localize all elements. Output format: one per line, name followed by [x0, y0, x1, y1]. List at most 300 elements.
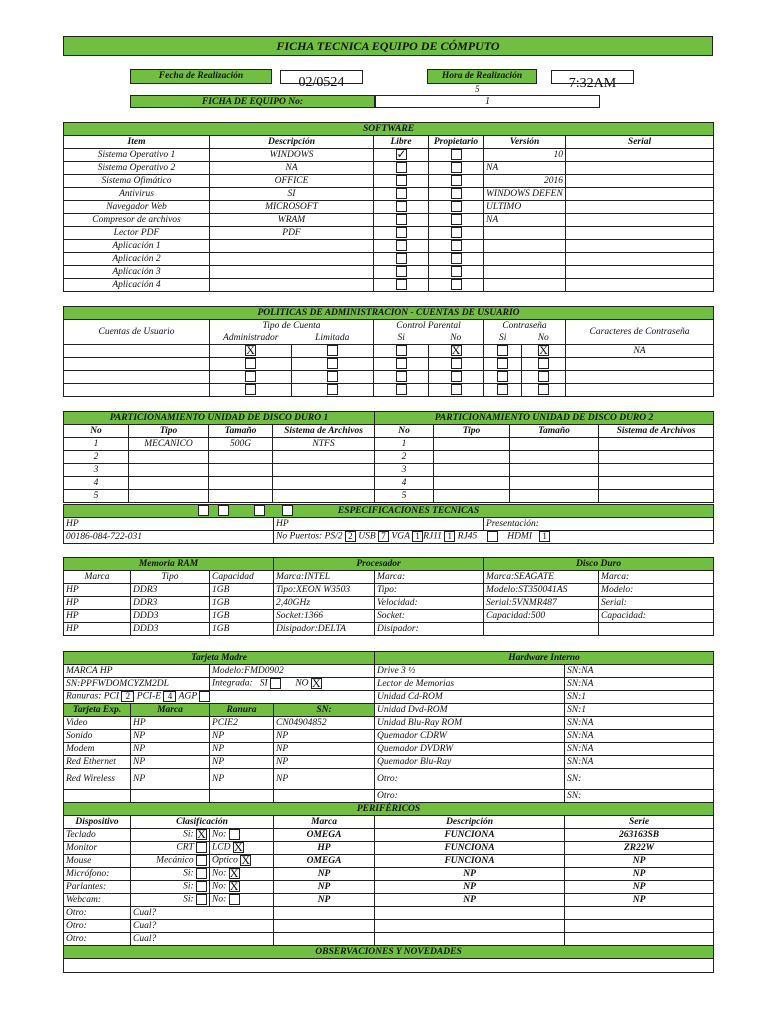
particion2-header: PARTICIONAMIENTO UNIDAD DE DISCO DURO 2 — [375, 412, 714, 425]
contrasena-si-label: Si — [484, 332, 522, 345]
libre-cell — [374, 279, 429, 292]
p2-tipo[interactable] — [434, 464, 510, 477]
disco-value — [484, 623, 599, 636]
exp-col-ranura: Ranura — [210, 704, 274, 717]
control-si-cell — [374, 358, 429, 371]
per-opt-b-label: No: — [212, 868, 227, 879]
periferico-row — [64, 868, 714, 881]
integrada-si-label: SI — [259, 678, 268, 689]
espec-presentacion: Presentación: — [484, 518, 714, 531]
especificaciones-table — [63, 504, 714, 544]
p2-tipo[interactable] — [434, 438, 510, 451]
cuenta-usuario[interactable] — [64, 384, 210, 397]
p1-no: 5 — [64, 490, 129, 503]
especificaciones-title: ESPECIFICACIONES TECNICAS — [337, 505, 480, 516]
software-descripcion: WINDOWS — [210, 149, 374, 162]
col-serial: Serial — [566, 136, 714, 149]
mem-marca: HP — [64, 610, 131, 623]
hw-sn: SN:1 — [565, 691, 714, 704]
per-opt-a-checkbox[interactable] — [196, 842, 207, 853]
software-row — [64, 214, 714, 227]
hw-sn: SN: — [565, 769, 714, 790]
contrasena-no-cell — [522, 371, 566, 384]
per-dispositivo: Teclado — [64, 829, 131, 842]
software-serial[interactable] — [566, 240, 714, 253]
mem-capacidad: 1GB — [210, 610, 274, 623]
administrador-checkbox[interactable] — [245, 358, 256, 369]
libre-checkbox[interactable] — [396, 279, 407, 290]
hw-item: Otro: — [375, 790, 565, 803]
propietario-checkbox[interactable] — [451, 227, 462, 238]
software-descripcion: NA — [210, 162, 374, 175]
per-descripcion: NP — [375, 894, 565, 907]
software-row — [64, 266, 714, 279]
hora-label: Hora de Realización — [427, 69, 537, 84]
contrasena-si-checkbox[interactable] — [497, 358, 508, 369]
particion-row — [64, 464, 714, 477]
exp-sn: CN04904852 — [274, 717, 375, 730]
propietario-checkbox[interactable] — [451, 279, 462, 290]
per-serie: NP — [565, 868, 714, 881]
per-clasificacion-b — [210, 881, 274, 894]
control-no-checkbox[interactable]: X — [451, 344, 461, 358]
disco-value: Capacidad:500 — [484, 610, 599, 623]
libre-cell — [374, 149, 429, 162]
p2-col-tamano: Tamaño — [510, 425, 599, 438]
p2-sistema[interactable] — [599, 464, 714, 477]
particion-row — [64, 490, 714, 503]
proc-value: Tipo:XEON W3503 — [274, 584, 375, 597]
per-clasificacion-a — [131, 894, 210, 907]
per-opt-b-checkbox[interactable]: X — [234, 841, 243, 855]
mem-tipo: DDR3 — [131, 597, 210, 610]
software-descripcion: WRAM — [210, 214, 374, 227]
exp-ranura: NP — [210, 769, 274, 790]
ficha-label: FICHA DE EQUIPO No: — [130, 95, 375, 108]
per-opt-a-checkbox[interactable] — [196, 855, 207, 866]
limitada-cell — [292, 345, 374, 358]
software-row — [64, 201, 714, 214]
libre-checkbox[interactable] — [396, 240, 407, 251]
per-opt-b-checkbox[interactable]: X — [229, 880, 239, 894]
control-si-cell — [374, 345, 429, 358]
p2-sistema[interactable] — [599, 438, 714, 451]
otro-label: Otro: — [64, 907, 131, 920]
cual-label: Cual? — [131, 907, 274, 920]
p1-sistema: NTFS — [273, 438, 375, 451]
p2-tamano[interactable] — [510, 438, 599, 451]
software-item: Lector PDF — [64, 227, 210, 240]
disco-label: Modelo: — [599, 584, 714, 597]
p1-no: 4 — [64, 477, 129, 490]
limitada-checkbox[interactable] — [327, 345, 338, 356]
software-item: Sistema Ofimático — [64, 175, 210, 188]
exp-marca: NP — [131, 769, 210, 790]
proc-label: Socket: — [375, 610, 484, 623]
hdmi-count[interactable]: 1 — [539, 531, 550, 542]
contrasena-si-checkbox[interactable] — [497, 371, 508, 382]
cuenta-usuario[interactable] — [64, 371, 210, 384]
p2-tamano[interactable] — [510, 490, 599, 503]
software-row — [64, 175, 714, 188]
memoria-header: Memoria RAM — [64, 558, 274, 571]
mem-tipo: DDD3 — [131, 610, 210, 623]
per-opt-b-label: No: — [212, 881, 227, 892]
mem-capacidad: 1GB — [210, 584, 274, 597]
libre-checkbox[interactable] — [396, 266, 407, 277]
hw-sn: SN:NA — [565, 665, 714, 678]
per-marca: OMEGA — [274, 855, 375, 868]
p1-sistema — [273, 490, 375, 503]
libre-checkbox[interactable] — [396, 175, 407, 186]
espec-puertos — [274, 531, 714, 544]
per-opt-a-checkbox[interactable]: X — [197, 828, 206, 842]
libre-checkbox[interactable] — [396, 253, 407, 264]
cuenta-usuario[interactable] — [64, 358, 210, 371]
libre-checkbox[interactable] — [396, 188, 407, 199]
per-serie: NP — [565, 894, 714, 907]
software-row — [64, 162, 714, 175]
politicas-header: POLITICAS DE ADMINISTRACION - CUENTAS DE USUARIO — [64, 307, 714, 320]
libre-checkbox[interactable] — [396, 214, 407, 225]
p2-col-sistema: Sistema de Archivos — [599, 425, 714, 438]
mem-marca: HP — [64, 623, 131, 636]
agp-checkbox[interactable] — [199, 691, 210, 702]
software-item: Sistema Operativo 1 — [64, 149, 210, 162]
administrador-cell — [210, 345, 292, 358]
componente-row — [64, 623, 714, 636]
otro-serie[interactable] — [565, 907, 714, 920]
tarjeta-marca: MARCA HP — [64, 665, 210, 678]
p1-col-tamano: Tamaño — [209, 425, 273, 438]
integrada-si-checkbox[interactable] — [270, 678, 281, 689]
control-si-checkbox[interactable] — [396, 371, 407, 382]
contrasena-no-checkbox[interactable] — [538, 371, 549, 382]
software-item: Aplicación 4 — [64, 279, 210, 292]
hw-sn: SN:NA — [565, 717, 714, 730]
p1-tipo — [129, 490, 209, 503]
limitada-cell — [292, 371, 374, 384]
software-version: WINDOWS DEFEN — [484, 188, 566, 201]
per-col-serie: Serie — [565, 816, 714, 829]
p2-tipo[interactable] — [434, 477, 510, 490]
contrasena-si-checkbox[interactable] — [497, 345, 508, 356]
p1-tamano: 500G — [209, 438, 273, 451]
software-descripcion: MICROSOFT — [210, 201, 374, 214]
per-dispositivo: Webcam: — [64, 894, 131, 907]
otro-marca[interactable] — [274, 933, 375, 946]
software-descripcion: PDF — [210, 227, 374, 240]
per-serie: NP — [565, 855, 714, 868]
per-opt-a-checkbox[interactable] — [196, 881, 207, 892]
per-opt-a-label: CRT — [176, 842, 194, 853]
contrasena-si-cell — [484, 371, 522, 384]
p1-tipo — [129, 451, 209, 464]
contrasena-no-checkbox[interactable] — [538, 384, 549, 395]
exp-marca — [131, 790, 210, 803]
p1-tamano — [209, 490, 273, 503]
per-clasificacion-b — [210, 894, 274, 907]
per-clasificacion-a — [131, 881, 210, 894]
pcie-count[interactable]: 4 — [163, 691, 176, 702]
p1-col-tipo: Tipo — [129, 425, 209, 438]
software-serial[interactable] — [566, 188, 714, 201]
p1-no: 1 — [64, 438, 129, 451]
per-dispositivo: Mouse — [64, 855, 131, 868]
p2-tamano[interactable] — [510, 451, 599, 464]
otro-serie[interactable] — [565, 933, 714, 946]
fecha-field[interactable] — [280, 70, 363, 90]
per-opt-b-checkbox[interactable] — [229, 894, 240, 905]
libre-checkbox[interactable] — [396, 162, 407, 173]
contrasena-si-checkbox[interactable] — [497, 384, 508, 395]
mem-col-marca: Marca — [64, 571, 131, 584]
pci-count[interactable]: 2 — [121, 691, 134, 702]
p1-tamano — [209, 464, 273, 477]
control-no-checkbox[interactable] — [451, 384, 462, 395]
libre-checkbox[interactable] — [396, 201, 407, 212]
control-si-checkbox[interactable] — [396, 358, 407, 369]
rj11-count[interactable]: 1 — [444, 531, 455, 542]
contrasena-no-checkbox[interactable] — [538, 358, 549, 369]
componentes-table — [63, 557, 714, 636]
software-serial[interactable] — [566, 162, 714, 175]
mem-col-tipo: Tipo — [131, 571, 210, 584]
propietario-checkbox[interactable] — [451, 240, 462, 251]
fecha-label: Fecha de Realización — [130, 69, 272, 84]
software-row — [64, 253, 714, 266]
proc-label: Velocidad: — [375, 597, 484, 610]
espec-checkbox-4[interactable] — [282, 505, 293, 516]
ficha-field[interactable] — [375, 95, 600, 108]
particion-row — [64, 451, 714, 464]
software-serial[interactable] — [566, 214, 714, 227]
exp-marca: HP — [131, 717, 210, 730]
per-opt-b-label: Óptico — [212, 855, 238, 866]
per-opt-b-label: No: — [212, 894, 227, 905]
hora-field[interactable] — [551, 70, 634, 91]
software-serial[interactable] — [566, 201, 714, 214]
software-descripcion — [210, 266, 374, 279]
limitada-checkbox[interactable] — [327, 384, 338, 395]
p2-tipo[interactable] — [434, 490, 510, 503]
control-no-checkbox[interactable] — [451, 371, 462, 382]
per-opt-a-checkbox[interactable] — [196, 894, 207, 905]
software-descripcion — [210, 253, 374, 266]
col-libre: Libre — [374, 136, 429, 149]
propietario-cell — [429, 227, 484, 240]
hw-sn: SN:NA — [565, 743, 714, 756]
propietario-checkbox[interactable] — [451, 214, 462, 225]
otro-marca[interactable] — [274, 907, 375, 920]
disco-value: Modelo:ST350041AS — [484, 584, 599, 597]
software-descripcion: OFFICE — [210, 175, 374, 188]
ps2-count[interactable]: 2 — [345, 531, 356, 542]
p2-sistema[interactable] — [599, 451, 714, 464]
caracteres-value: NA — [566, 345, 714, 358]
administrador-checkbox[interactable] — [245, 384, 256, 395]
col-propietario: Propietario — [429, 136, 484, 149]
p2-tipo[interactable] — [434, 451, 510, 464]
rj45-checkbox[interactable] — [487, 531, 498, 542]
libre-checkbox[interactable] — [396, 227, 407, 238]
caracteres-value — [566, 371, 714, 384]
exp-sn: NP — [274, 756, 375, 769]
exp-col-marca: Marca — [131, 704, 210, 717]
per-opt-a-checkbox[interactable] — [196, 868, 207, 879]
p2-sistema[interactable] — [599, 490, 714, 503]
software-serial[interactable] — [566, 149, 714, 162]
software-version — [484, 266, 566, 279]
libre-cell — [374, 175, 429, 188]
per-marca: NP — [274, 881, 375, 894]
per-opt-b-checkbox[interactable] — [229, 829, 240, 840]
espec-marca-1: HP — [64, 518, 274, 531]
p2-no: 1 — [375, 438, 434, 451]
software-serial[interactable] — [566, 227, 714, 240]
propietario-checkbox[interactable] — [451, 175, 462, 186]
software-serial[interactable] — [566, 279, 714, 292]
control-si-cell — [374, 384, 429, 397]
per-opt-b-checkbox[interactable]: X — [229, 867, 239, 881]
administrador-cell — [210, 358, 292, 371]
observaciones-header: OBSERVACIONES Y NOVEDADES — [64, 946, 714, 959]
contrasena-no-label: No — [522, 332, 566, 345]
otro-descripcion[interactable] — [375, 920, 565, 933]
exp-marca: NP — [131, 756, 210, 769]
tarjeta-table — [63, 651, 714, 973]
hw-sn: SN:NA — [565, 678, 714, 691]
p1-tamano — [209, 477, 273, 490]
propietario-checkbox[interactable] — [451, 253, 462, 264]
propietario-cell — [429, 253, 484, 266]
proc-label: Disipador: — [375, 623, 484, 636]
espec-checkbox-3[interactable] — [254, 505, 265, 516]
per-col-marca: Marca — [274, 816, 375, 829]
exp-ranura: PCIE2 — [210, 717, 274, 730]
p2-sistema[interactable] — [599, 477, 714, 490]
control-si-checkbox[interactable] — [396, 384, 407, 395]
per-col-dispositivo: Dispositivo — [64, 816, 131, 829]
propietario-checkbox[interactable] — [451, 162, 462, 173]
tarjeta-header: Tarjeta Madre — [64, 652, 375, 665]
propietario-checkbox[interactable] — [451, 266, 462, 277]
otro-marca[interactable] — [274, 920, 375, 933]
propietario-checkbox[interactable] — [451, 188, 462, 199]
per-opt-a-label: Mecánico — [156, 855, 194, 866]
contrasena-no-checkbox[interactable]: X — [539, 344, 548, 358]
espec-checkbox-1[interactable] — [198, 505, 209, 516]
politicas-table — [63, 306, 714, 397]
software-serial[interactable] — [566, 253, 714, 266]
software-version — [484, 279, 566, 292]
contrasena-si-cell — [484, 384, 522, 397]
administrador-checkbox[interactable]: X — [246, 344, 255, 358]
administrador-cell — [210, 371, 292, 384]
espec-marca-2: HP — [274, 518, 484, 531]
ranuras-label: Ranuras: PCI — [66, 691, 120, 702]
disco-header: Disco Duro — [484, 558, 714, 571]
otro-serie[interactable] — [565, 920, 714, 933]
propietario-checkbox[interactable] — [451, 149, 462, 160]
software-row — [64, 240, 714, 253]
per-marca: HP — [274, 842, 375, 855]
usb-count[interactable]: 7 — [378, 531, 389, 542]
software-version — [484, 227, 566, 240]
propietario-cell — [429, 279, 484, 292]
caracteres-value — [566, 384, 714, 397]
col-version: Versión — [484, 136, 566, 149]
software-serial[interactable] — [566, 266, 714, 279]
per-opt-b-checkbox[interactable]: X — [241, 854, 251, 868]
administrador-checkbox[interactable] — [245, 371, 256, 382]
exp-tarjeta: Red Wireless — [64, 769, 131, 790]
espec-checkbox-2[interactable] — [218, 505, 229, 516]
libre-checkbox[interactable]: ✓ — [396, 148, 407, 162]
limitada-cell — [292, 358, 374, 371]
p1-tamano — [209, 451, 273, 464]
control-no-checkbox[interactable] — [451, 358, 462, 369]
p1-sistema — [273, 464, 375, 477]
componente-row — [64, 610, 714, 623]
cual-label: Cual? — [131, 920, 274, 933]
periferico-row — [64, 855, 714, 868]
politica-row — [64, 345, 714, 358]
p2-col-tipo: Tipo — [434, 425, 510, 438]
limitada-checkbox[interactable] — [327, 358, 338, 369]
software-serial[interactable] — [566, 175, 714, 188]
software-item: Aplicación 2 — [64, 253, 210, 266]
observaciones-field[interactable] — [64, 959, 714, 973]
cual-label: Cual? — [131, 933, 274, 946]
tarjeta-exp-row — [64, 769, 714, 790]
hw-item: Quemador DVDRW — [375, 743, 565, 756]
propietario-cell — [429, 188, 484, 201]
exp-sn: NP — [274, 743, 375, 756]
propietario-cell — [429, 201, 484, 214]
exp-ranura: NP — [210, 743, 274, 756]
control-si-cell — [374, 371, 429, 384]
hdmi-label: HDMI — [507, 531, 533, 542]
propietario-checkbox[interactable] — [451, 201, 462, 212]
hw-sn: SN:NA — [565, 756, 714, 769]
cuentas-label: Cuentas de Usuario — [64, 320, 210, 345]
software-col-headers — [64, 136, 714, 149]
libre-cell — [374, 201, 429, 214]
per-clasificacion-b — [210, 842, 274, 855]
p2-tamano[interactable] — [510, 464, 599, 477]
integrada-no-checkbox[interactable]: X — [312, 677, 321, 691]
limitada-checkbox[interactable] — [327, 371, 338, 382]
p2-tamano[interactable] — [510, 477, 599, 490]
control-si-checkbox[interactable] — [396, 345, 407, 356]
control-parental-label: Control Parental — [374, 320, 484, 333]
tarjeta-exp-row — [64, 730, 714, 743]
software-row — [64, 188, 714, 201]
vga-count[interactable]: 1 — [412, 531, 423, 542]
rj45-label: RJ45 — [457, 531, 478, 542]
otro-descripcion[interactable] — [375, 907, 565, 920]
cuenta-usuario[interactable] — [64, 345, 210, 358]
tarjeta-ranuras — [64, 691, 375, 704]
software-version: NA — [484, 214, 566, 227]
mem-tipo: DDD3 — [131, 623, 210, 636]
control-si-label: Si — [374, 332, 429, 345]
tarjeta-sn: SN:PPFWDOMCYZM2DL — [64, 678, 210, 691]
otro-descripcion[interactable] — [375, 933, 565, 946]
perifericos-header: PERIFÉRICOS — [64, 803, 714, 816]
otro-label: Otro: — [64, 920, 131, 933]
